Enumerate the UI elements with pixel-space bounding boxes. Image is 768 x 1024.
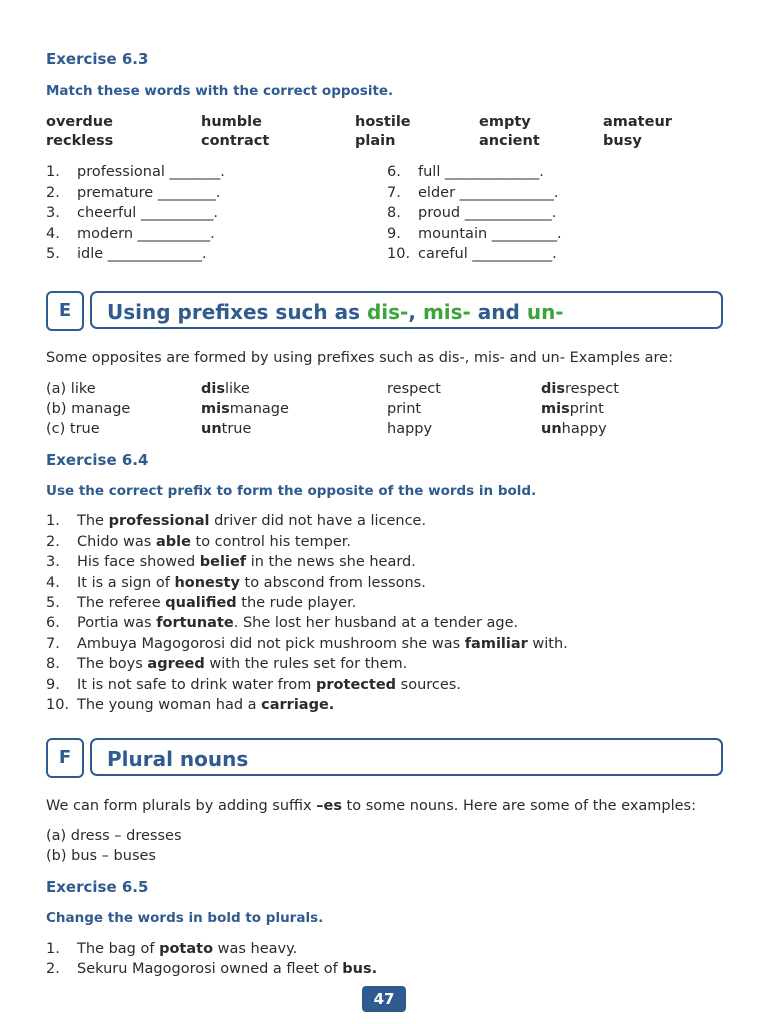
- exercise-6-3-title: Exercise 6.3: [46, 50, 149, 68]
- item-text: [77, 534, 351, 550]
- suffix-es: –es: [316, 798, 342, 814]
- prefix-mis: mis-: [422, 300, 471, 324]
- item-number: 3.: [46, 554, 60, 570]
- bold-word: honesty: [174, 575, 240, 591]
- item-number: 1.: [46, 164, 60, 180]
- item-number: 4.: [46, 226, 60, 242]
- item-number: 1.: [46, 941, 60, 957]
- word-bank-word: overdue: [46, 114, 113, 130]
- item-text: mountain _________.: [418, 226, 562, 242]
- text-part: The boys: [77, 656, 148, 672]
- word-bank-word: contract: [201, 133, 270, 149]
- plural-example: (b) bus – buses: [46, 848, 156, 864]
- root-part: true: [221, 421, 252, 437]
- item-text: careful ___________.: [418, 246, 557, 262]
- text-part: Ambuya Magogorosi did not pick mushroom she was: [77, 636, 465, 652]
- item-number: 4.: [46, 575, 60, 591]
- item-number: 5.: [46, 595, 60, 611]
- prefix-part: dis: [201, 381, 225, 397]
- section-f-letter-box: F: [46, 738, 84, 778]
- example-word: happy: [387, 421, 433, 437]
- item-text: proud ____________.: [418, 205, 557, 221]
- text-part: The referee: [77, 595, 166, 611]
- root-part: happy: [561, 421, 607, 437]
- example-word: print: [387, 401, 422, 417]
- exercise-6-5-instruction: Change the words in bold to plurals.: [46, 910, 324, 926]
- text-part: to control his temper.: [190, 534, 352, 550]
- example-opposite: [541, 401, 604, 417]
- title-comma: ,: [408, 300, 423, 324]
- text-part: to some nouns. Here are some of the examples:: [341, 798, 696, 814]
- word-bank-word: plain: [355, 133, 396, 149]
- item-number: 2.: [46, 534, 60, 550]
- bold-word: professional: [108, 513, 210, 529]
- text-part: to abscond from lessons.: [239, 575, 426, 591]
- title-and: and: [470, 300, 527, 324]
- item-text: [77, 656, 407, 672]
- text-part: driver did not have a licence.: [209, 513, 427, 529]
- section-e-letter-box: E: [46, 291, 84, 331]
- bold-word: protected: [316, 677, 397, 693]
- bold-word: familiar: [464, 636, 528, 652]
- example-word: (c) true: [46, 421, 100, 437]
- prefix-part: un: [541, 421, 562, 437]
- bold-word: qualified: [165, 595, 237, 611]
- example-word: (a) like: [46, 381, 96, 397]
- text-part: the rude player.: [236, 595, 357, 611]
- word-bank-word: hostile: [355, 114, 411, 130]
- example-opposite: [201, 381, 250, 397]
- item-number: 3.: [46, 205, 60, 221]
- text-part: . She lost her husband at a tender age.: [233, 615, 519, 631]
- item-number: 6.: [46, 615, 60, 631]
- root-part: manage: [229, 401, 289, 417]
- text-part: His face showed: [77, 554, 200, 570]
- text-part: The young woman had a: [77, 697, 262, 713]
- item-text: [77, 636, 568, 652]
- bold-word: carriage.: [261, 697, 335, 713]
- word-bank-word: reckless: [46, 133, 114, 149]
- text-part: We can form plurals by adding suffix: [46, 798, 317, 814]
- text-part: Portia was: [77, 615, 157, 631]
- example-opposite: [541, 421, 607, 437]
- section-e-intro: Some opposites are formed by using prefixes such as dis-, mis- and un- Examples are:: [46, 350, 673, 366]
- bold-word: able: [155, 534, 191, 550]
- item-number: 9.: [46, 677, 60, 693]
- item-text: premature ________.: [77, 185, 221, 201]
- item-text: [77, 575, 426, 591]
- word-bank-word: empty: [479, 114, 531, 130]
- exercise-6-4-title: Exercise 6.4: [46, 451, 149, 469]
- item-text: full _____________.: [418, 164, 544, 180]
- prefix-part: mis: [541, 401, 570, 417]
- item-number: 7.: [46, 636, 60, 652]
- item-text: [77, 697, 334, 713]
- text-part: It is not safe to drink water from: [77, 677, 317, 693]
- bold-word: fortunate: [156, 615, 234, 631]
- example-opposite: [201, 401, 289, 417]
- item-text: professional _______.: [77, 164, 225, 180]
- item-text: [77, 941, 297, 957]
- text-part: with.: [527, 636, 568, 652]
- item-text: modern __________.: [77, 226, 215, 242]
- item-number: 1.: [46, 513, 60, 529]
- word-bank-word: ancient: [479, 133, 540, 149]
- example-opposite: [201, 421, 251, 437]
- word-bank-word: humble: [201, 114, 262, 130]
- example-opposite: [541, 381, 619, 397]
- text-part: sources.: [396, 677, 461, 693]
- bold-word: agreed: [147, 656, 205, 672]
- plural-example: (a) dress – dresses: [46, 828, 182, 844]
- section-f-intro: [46, 796, 696, 817]
- prefix-part: dis: [541, 381, 565, 397]
- text-part: was heavy.: [213, 941, 298, 957]
- exercise-6-3-instruction: Match these words with the correct opposite.: [46, 83, 394, 99]
- text-part: with the rules set for them.: [204, 656, 408, 672]
- item-text: [77, 615, 518, 631]
- item-text: [77, 554, 416, 570]
- root-part: print: [569, 401, 604, 417]
- prefix-dis: dis-: [366, 300, 409, 324]
- text-part: It is a sign of: [77, 575, 175, 591]
- exercise-6-5-title: Exercise 6.5: [46, 878, 149, 896]
- page-number: 47: [362, 986, 406, 1012]
- example-word: (b) manage: [46, 401, 131, 417]
- text-part: The: [77, 513, 109, 529]
- item-number: 10.: [46, 697, 70, 713]
- item-number: 2.: [46, 961, 60, 977]
- prefix-part: un: [201, 421, 222, 437]
- item-number: 8.: [46, 656, 60, 672]
- section-f-title: Plural nouns: [90, 738, 723, 776]
- item-number: 10.: [387, 246, 411, 262]
- item-number: 7.: [387, 185, 401, 201]
- text-part: Chido was: [77, 534, 156, 550]
- item-text: idle _____________.: [77, 246, 207, 262]
- bold-word: belief: [199, 554, 247, 570]
- item-number: 2.: [46, 185, 60, 201]
- word-bank-word: busy: [603, 133, 642, 149]
- prefix-part: mis: [201, 401, 230, 417]
- root-part: like: [224, 381, 250, 397]
- item-number: 6.: [387, 164, 401, 180]
- word-bank-word: amateur: [603, 114, 672, 130]
- section-e-title-text: Using prefixes such as: [107, 300, 367, 324]
- example-word: respect: [387, 381, 441, 397]
- item-text: cheerful __________.: [77, 205, 219, 221]
- item-text: [77, 513, 426, 529]
- prefix-un: un-: [526, 300, 564, 324]
- text-part: Sekuru Magogorosi owned a fleet of: [77, 961, 343, 977]
- root-part: respect: [564, 381, 619, 397]
- item-number: 8.: [387, 205, 401, 221]
- bold-word: potato: [159, 941, 214, 957]
- item-text: [77, 595, 356, 611]
- item-number: 9.: [387, 226, 401, 242]
- bold-word: bus.: [342, 961, 378, 977]
- item-text: [77, 677, 461, 693]
- item-number: 5.: [46, 246, 60, 262]
- item-text: [77, 961, 377, 977]
- text-part: The bag of: [77, 941, 160, 957]
- item-text: elder _____________.: [418, 185, 559, 201]
- exercise-6-4-instruction: Use the correct prefix to form the opposite of the words in bold.: [46, 483, 537, 499]
- section-e-title: [90, 291, 723, 329]
- text-part: in the news she heard.: [246, 554, 416, 570]
